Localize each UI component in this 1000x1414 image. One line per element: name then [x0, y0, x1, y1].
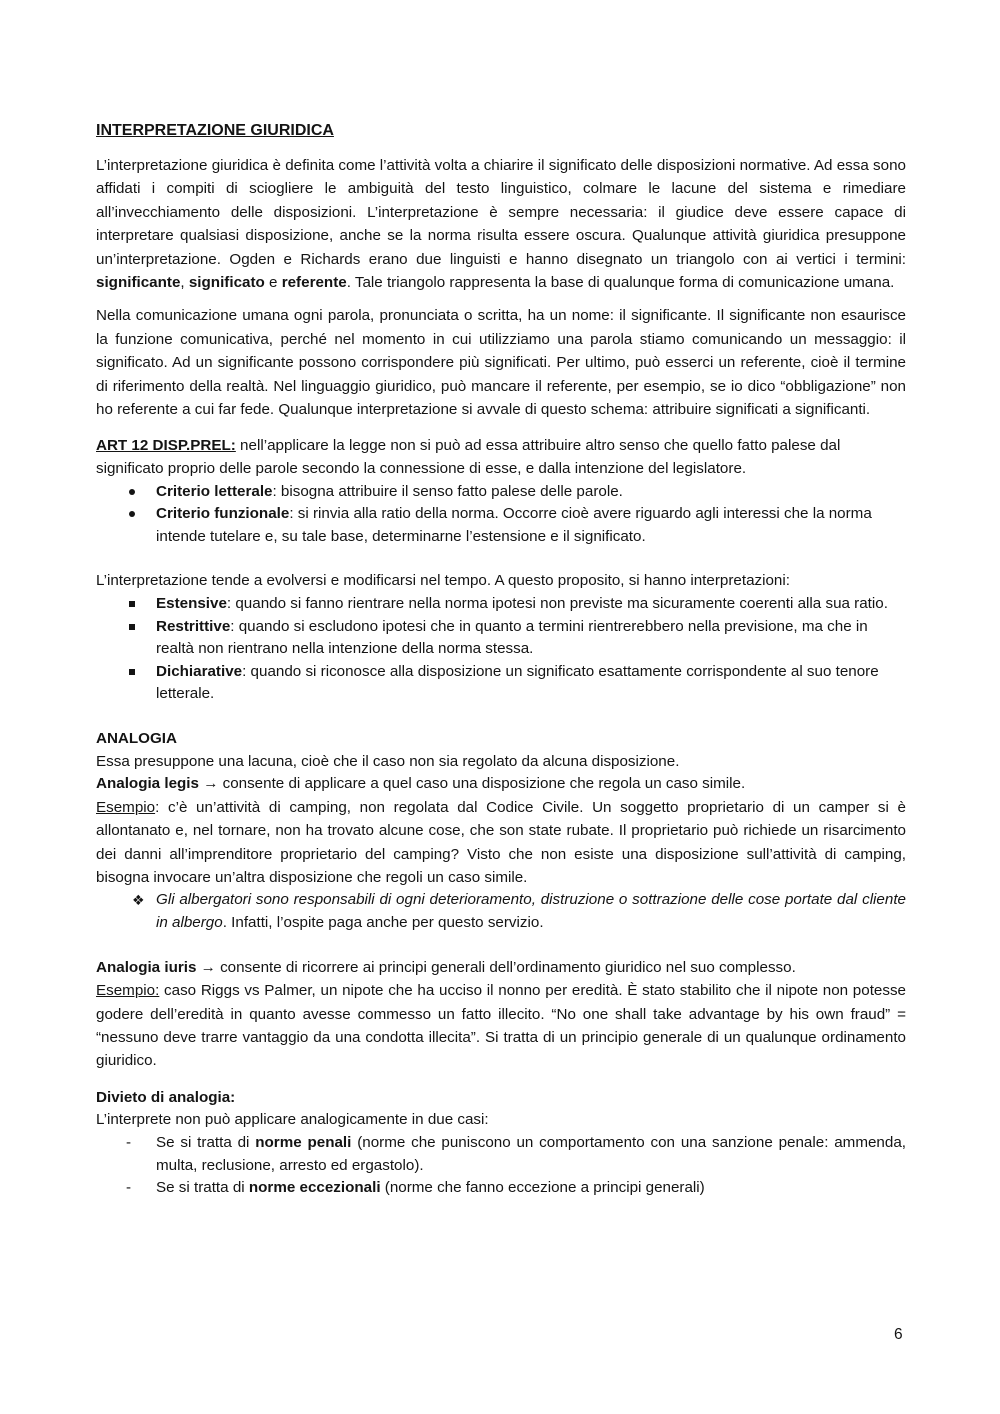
- term-referente: referente: [281, 274, 347, 292]
- analogia-iuris: [96, 957, 906, 980]
- divieto-intro: L’interprete non può applicare analogicamente in due casi:: [96, 1111, 489, 1129]
- divieto-pre: Se si tratta di: [156, 1134, 256, 1151]
- type-text: : quando si escludono ipotesi che in quanto a termini rientrerebbero nella previsione, ma che in realtà non rientrano nella intenzione della norma stessa.: [156, 617, 868, 658]
- square-bullet-icon: [129, 669, 135, 675]
- divieto-list: [96, 1132, 906, 1200]
- analogia-iuris-label: Analogia iuris: [96, 958, 197, 976]
- esempio-text: : c’è un’attività di camping, non regolata dal Codice Civile. Un soggetto proprietario di un camper si è allontanato e, nel tornare, non ha trovato alcune cose, che son state rubate. Il proprietario può richiede un risarcimento dei danni all’imprenditore proprietario del camping? Visto che non esiste una disposizione sull’attività di camping, bisogna invocare un’altra disposizione che regoli un caso simile.: [96, 798, 906, 886]
- art12-paragraph: [96, 435, 906, 480]
- intro-text-end: . Tale triangolo rappresenta la base di qualunque forma di comunicazione umana.: [346, 274, 895, 292]
- esempio-label: Esempio:: [96, 982, 160, 1000]
- square-bullet-icon: [129, 601, 135, 607]
- analogia-intro: Essa presuppone una lacuna, cioè che il caso non sia regolato da alcuna disposizione.: [96, 752, 680, 770]
- dash-bullet-icon: -: [126, 1179, 132, 1197]
- list-item: [96, 1132, 906, 1177]
- analogia-legis-text: → consente di applicare a quel caso una disposizione che regola un caso simile.: [198, 775, 746, 793]
- divieto-text: (norme che fanno eccezione a principi generali): [380, 1179, 705, 1197]
- quote-rest: . Infatti, l’ospite paga anche per questo servizio.: [222, 914, 544, 931]
- divieto-heading-text: Divieto di analogia:: [96, 1088, 236, 1106]
- quote-text: Gli albergatori sono responsabili di ogni deterioramento, distruzione o sottrazione delle cose portate dal cliente in albergo: [156, 891, 906, 931]
- type-name: Restrittive: [156, 617, 231, 635]
- type-text: : quando si riconosce alla disposizione un significato esattamente corrispondente al suo tenore letterale.: [156, 662, 879, 703]
- analogia-heading-text: ANALOGIA: [96, 730, 177, 747]
- intro-sep: ,: [180, 274, 189, 292]
- diamond-bullet-icon: ❖: [132, 892, 145, 909]
- list-item: [96, 1177, 906, 1200]
- intro-sep: e: [264, 274, 282, 292]
- criterion-text: : bisogna attribuire il senso fatto palese delle parole.: [272, 482, 623, 500]
- term-significante: significante: [96, 274, 181, 292]
- esempio-camping: [96, 796, 906, 890]
- type-name: Estensive: [156, 595, 227, 613]
- types-list: [96, 593, 906, 706]
- divieto-term: norme eccezionali: [248, 1179, 381, 1197]
- analogia-heading: [96, 728, 906, 751]
- esempio-label: Esempio: [96, 798, 156, 816]
- paragraph-intro: [96, 154, 906, 294]
- analogia-legis: [96, 773, 906, 796]
- list-item: [96, 889, 906, 934]
- divieto-term: norme penali: [255, 1134, 352, 1151]
- analogia-legis-label: Analogia legis: [96, 775, 199, 793]
- list-item: [96, 503, 906, 548]
- quote-list: [96, 889, 906, 934]
- type-name: Dichiarative: [156, 662, 243, 680]
- list-item: [96, 593, 906, 616]
- section-title: INTERPRETAZIONE GIURIDICA: [96, 122, 334, 139]
- paragraph-comunicazione: Nella comunicazione umana ogni parola, pronunciata o scritta, ha un nome: il significante. Il significante non esaurisce la funzione comunicativa, perché nel momento in cui utilizziamo una parola stiamo comunicando un messaggio: il significato. Ad un significante possono corrispondere più significati. Per ultimo, può esserci un referente, cioè il termine di riferimento della realtà. Nel linguaggio giuridico, può mancare il referente, per esempio, se io dico “obbligazione” non ho referente a cui far fede. Qualunque interpretazione si avvale di questo schema: attribuire significati a significanti.: [96, 307, 906, 419]
- bullet-icon: [129, 489, 135, 495]
- criterion-name: Criterio funzionale: [156, 505, 290, 523]
- divieto-heading: [96, 1087, 906, 1110]
- criterion-text: : si rinvia alla ratio della norma. Occorre cioè avere riguardo agli interessi che la norma intende tutelare e, su tale base, determinarne l’estensione e il significato.: [156, 505, 872, 545]
- dash-bullet-icon: -: [126, 1134, 132, 1151]
- type-text: : quando si fanno rientrare nella norma ipotesi non previste ma sicuramente coerenti alla sua ratio.: [226, 595, 888, 613]
- term-significato: significato: [188, 274, 265, 292]
- esempio-riggs: [96, 979, 906, 1073]
- criterion-name: Criterio letterale: [156, 482, 273, 500]
- art12-label: ART 12 DISP.PREL:: [96, 437, 236, 455]
- list-item: [96, 481, 906, 504]
- esempio-text: caso Riggs vs Palmer, un nipote che ha ucciso il nonno per eredità. È stato stabilito che il nipote non potesse godere dell’eredità in quanto avesse commesso un fatto illecito. “No one shall take advantage by his own fraud” = “nessuno deve trarre vantaggio da una condotta illecita”. Si tratta di un principio generale di un qualunque ordinamento giuridico.: [96, 982, 906, 1070]
- document-page: [96, 120, 906, 1200]
- divieto-text: (norme che puniscono un comportamento con una sanzione penale: ammenda, multa, reclusione, arresto ed ergastolo).: [156, 1134, 906, 1174]
- analogia-iuris-text: → consente di ricorrere ai principi generali dell’ordinamento giuridico nel suo complesso.: [196, 958, 796, 976]
- criteria-list: [96, 481, 906, 549]
- bullet-icon: [129, 511, 135, 517]
- square-bullet-icon: [129, 624, 135, 630]
- list-item: [96, 616, 906, 661]
- intro-text: L’interpretazione giuridica è definita come l’attività volta a chiarire il significato delle disposizioni normative. Ad essa sono affidati i compiti di sciogliere le ambiguità del testo linguistico, colmare le lacune del sistema e rimediare all’invecchiamento delle disposizioni. L’interpretazione è sempre necessaria: il giudice deve essere capace di interpretare qualsiasi disposizione, anche se la norma risulta essere oscura. Qualunque attività giuridica presuppone un’interpretazione. Ogden e Richards erano due linguisti e hanno disegnato un triangolo con ai vertici i termini:: [96, 157, 906, 268]
- list-item: [96, 661, 906, 706]
- paragraph-evoluzione: L’interpretazione tende a evolversi e modificarsi nel tempo. A questo proposito, si hanno interpretazioni:: [96, 572, 790, 590]
- art12-text: nell’applicare la legge non si può ad essa attribuire altro senso che quello fatto palese dal significato proprio delle parole secondo la connessione di esse, e dalla intenzione del legislatore.: [96, 437, 841, 478]
- page-number: 6: [894, 1326, 903, 1343]
- divieto-pre: Se si tratta di: [156, 1179, 249, 1197]
